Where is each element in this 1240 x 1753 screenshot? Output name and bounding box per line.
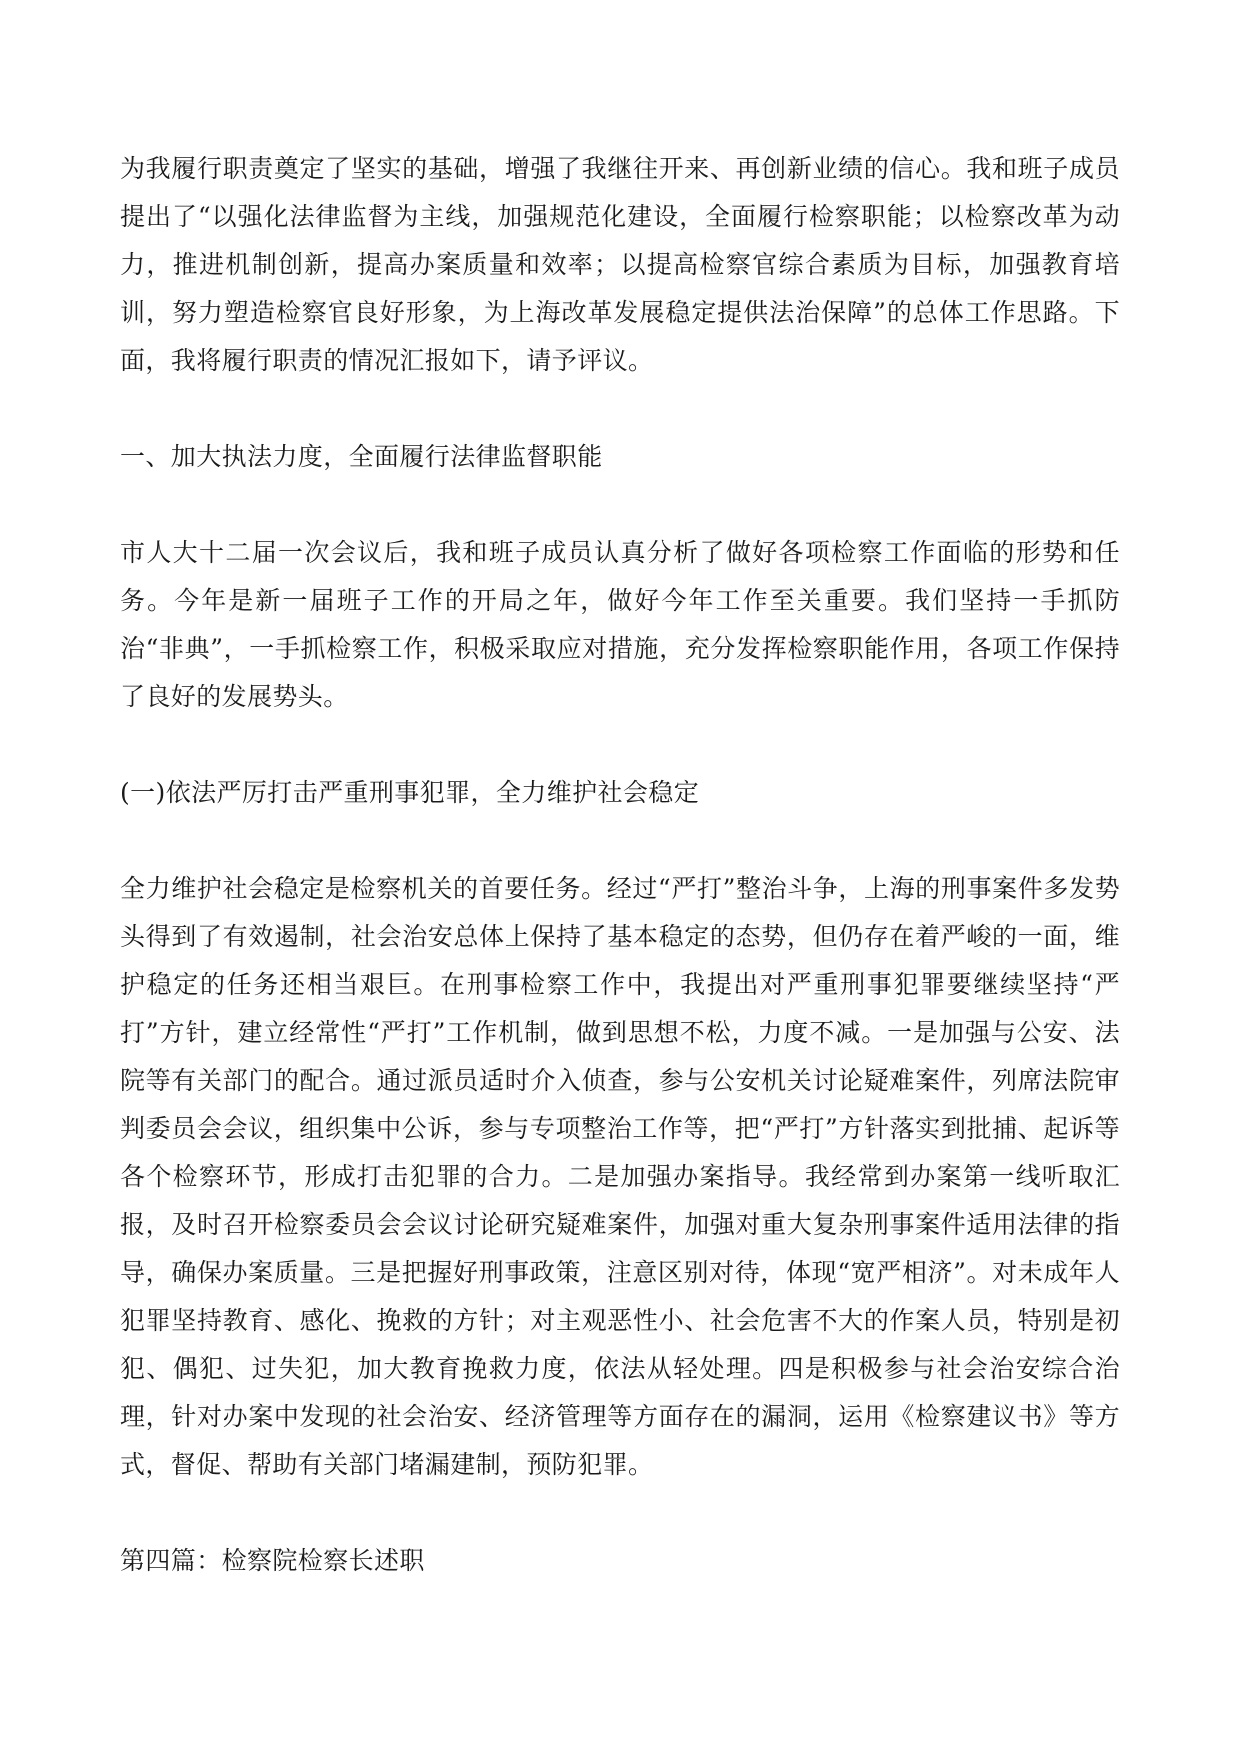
paragraph-spacer (120, 481, 1120, 529)
section-one-heading: 一、加大执法力度，全面履行法律监督职能 (120, 442, 603, 471)
intro-paragraph: 为我履行职责奠定了坚实的基础，增强了我继往开来、再创新业绩的信心。我和班子成员提出了“以强化法律监督为主线，加强规范化建设，全面履行检察职能；以检察改革为动力，推进机制创新，提高办案质量和效率；以提高检察官综合素质为目标，加强教育培训，努力塑造检察官良好形象，为上海改革发展稳定提供法治保障”的总体工作思路。下面，我将履行职责的情况汇报如下，请予评议。 (120, 154, 1120, 375)
paragraph-spacer (120, 721, 1120, 769)
paragraph-spacer (120, 1489, 1120, 1537)
next-chapter-title: 第四篇：检察院检察长述职 (120, 1546, 425, 1575)
subsection-one-heading: (一)依法严厉打击严重刑事犯罪，全力维护社会稳定 (120, 778, 700, 807)
document-page (120, 145, 1120, 1585)
paragraph-spacer (120, 817, 1120, 865)
section-one-paragraph: 市人大十二届一次会议后，我和班子成员认真分析了做好各项检察工作面临的形势和任务。今年是新一届班子工作的开局之年，做好今年工作至关重要。我们坚持一手抓防治“非典”，一手抓检察工作，积极采取应对措施，充分发挥检察职能作用，各项工作保持了良好的发展势头。 (120, 538, 1120, 711)
subsection-one-paragraph: 全力维护社会稳定是检察机关的首要任务。经过“严打”整治斗争，上海的刑事案件多发势头得到了有效遏制，社会治安总体上保持了基本稳定的态势，但仍存在着严峻的一面，维护稳定的任务还相当艰巨。在刑事检察工作中，我提出对严重刑事犯罪要继续坚持“严打”方针，建立经常性“严打”工作机制，做到思想不松，力度不减。一是加强与公安、法院等有关部门的配合。通过派员适时介入侦查，参与公安机关讨论疑难案件，列席法院审判委员会会议，组织集中公诉，参与专项整治工作等，把“严打”方针落实到批捕、起诉等各个检察环节，形成打击犯罪的合力。二是加强办案指导。我经常到办案第一线听取汇报，及时召开检察委员会会议讨论研究疑难案件，加强对重大复杂刑事案件适用法律的指导，确保办案质量。三是把握好刑事政策，注意区别对待，体现“宽严相济”。对未成年人犯罪坚持教育、感化、挽救的方针；对主观恶性小、社会危害不大的作案人员，特别是初犯、偶犯、过失犯，加大教育挽救力度，依法从轻处理。四是积极参与社会治安综合治理，针对办案中发现的社会治安、经济管理等方面存在的漏洞，运用《检察建议书》等方式，督促、帮助有关部门堵漏建制，预防犯罪。 (120, 874, 1120, 1479)
paragraph-spacer (120, 385, 1120, 433)
